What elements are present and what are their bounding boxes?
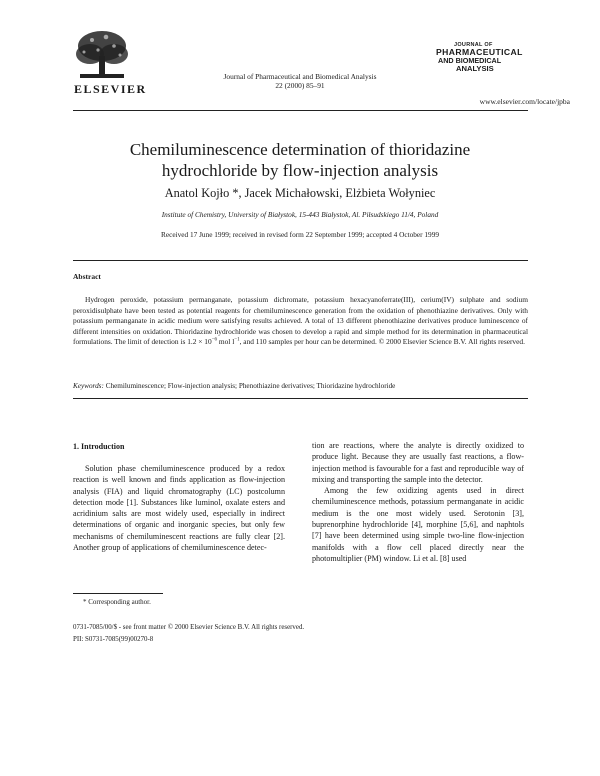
footnote: * Corresponding author.	[83, 598, 151, 606]
title-line: hydrochloride by flow-injection analysis	[161, 160, 439, 180]
paragraph: tion are reactions, where the analyte is directly oxidized to produce light. Because they are usually fast reactions, a flow-injection method is favourable for a fast and reproducible way of mixing and transporting the sample into the detector.	[312, 441, 524, 484]
section-heading: 1. Introduction	[73, 442, 125, 451]
article-title	[73, 140, 527, 181]
left-column	[73, 463, 285, 553]
authors: Anatol Kojło *, Jacek Michałowski, Elżbieta Wołyniec	[164, 186, 436, 200]
paragraph: Solution phase chemiluminescence produced by a redox reaction is well known and finds application as flow-injection analysis (FIA) and liquid chromatography (LC) postcolumn detection mode [1]. Substances like luminol, oxalate esters and acridinium salts are most widely used, especially in indirect determinations of organic and inorganic species, but only few mechanisms of chemiluminescent reactions are fully clear [2]. Another group of applications of chemiluminescence detec-	[73, 464, 285, 553]
journal-url[interactable]: www.elsevier.com/locate/jpba	[479, 97, 570, 106]
keywords-label: Keywords:	[73, 382, 104, 390]
abstract-rule-bottom	[73, 398, 528, 399]
affiliation: Institute of Chemistry, University of Białystok, 15-443 Białystok, Al. Piłsudskiego 11/4, Poland	[161, 210, 439, 219]
journal-volume: 22 (2000) 85–91	[275, 81, 325, 90]
journal-logo-line: ANALYSIS	[456, 64, 494, 73]
paragraph: Among the few oxidizing agents used in direct chemiluminescence methods, potassium permanganate in acidic medium is the one most widely used. Serotonin [3], buprenorphine hydrochloride [4], morphine [5,6], and naphtols [7] have been determined using simple two-line flow-injection manifolds with a flow cell placed directly near the photomultiplier (PM) window. Li et al. [8] used	[312, 486, 524, 563]
keywords	[73, 382, 528, 390]
abstract-rule-top	[73, 260, 528, 261]
abstract-heading: Abstract	[73, 272, 101, 281]
footnote-rule	[73, 593, 163, 594]
header-rule	[73, 110, 528, 111]
journal-citation	[160, 72, 440, 90]
pii-line: PII: S0731-7085(99)00270-8	[73, 636, 154, 643]
keywords-list: Chemiluminescence; Flow-injection analysis; Phenothiazine derivatives; Thioridazine hydrochloride	[105, 382, 396, 390]
right-column	[312, 440, 524, 564]
publisher-name: ELSEVIER	[74, 82, 147, 96]
abstract-text: Hydrogen peroxide, potassium permanganate, potassium dichromate, potassium hexacyanoferrate(III), cerium(IV) sulphate and sodium peroxidisulphate have been tested as potential reagents for chemiluminescence generation from the oxidation of phenothiazine derivatives. Only with potassium permanganate in acidic medium were satisfying results achieved. A total of 13 different phenothiazine derivatives produce luminescence of different intensities on oxidation. Thioridazine hydrochloride was chosen to develop a rapid and simple method for its determination in pharmaceutical formulations. The limit of detection is $1.2 \times 10^{-6}$ mol $l^{-1}$, and 110 samples per hour can be determined. © 2000 Elsevier Science B.V. All rights reserved.	[73, 295, 528, 347]
copyright-line: 0731-7085/00/$ - see front matter © 2000 Elsevier Science B.V. All rights reserved.	[73, 624, 305, 631]
journal-logo-line: JOURNAL OF	[454, 42, 493, 48]
elsevier-tree-logo	[70, 28, 134, 82]
journal-logo-line: PHARMACEUTICAL	[436, 47, 523, 57]
journal-logo-line: AND BIOMEDICAL	[438, 56, 502, 65]
journal-name: Journal of Pharmaceutical and Biomedical Analysis	[223, 72, 377, 81]
received-dates: Received 17 June 1999; received in revised form 22 September 1999; accepted 4 October 1999	[160, 230, 439, 239]
title-line: Chemiluminescence determination of thioridazine	[129, 140, 471, 159]
journal-logo	[436, 42, 561, 73]
